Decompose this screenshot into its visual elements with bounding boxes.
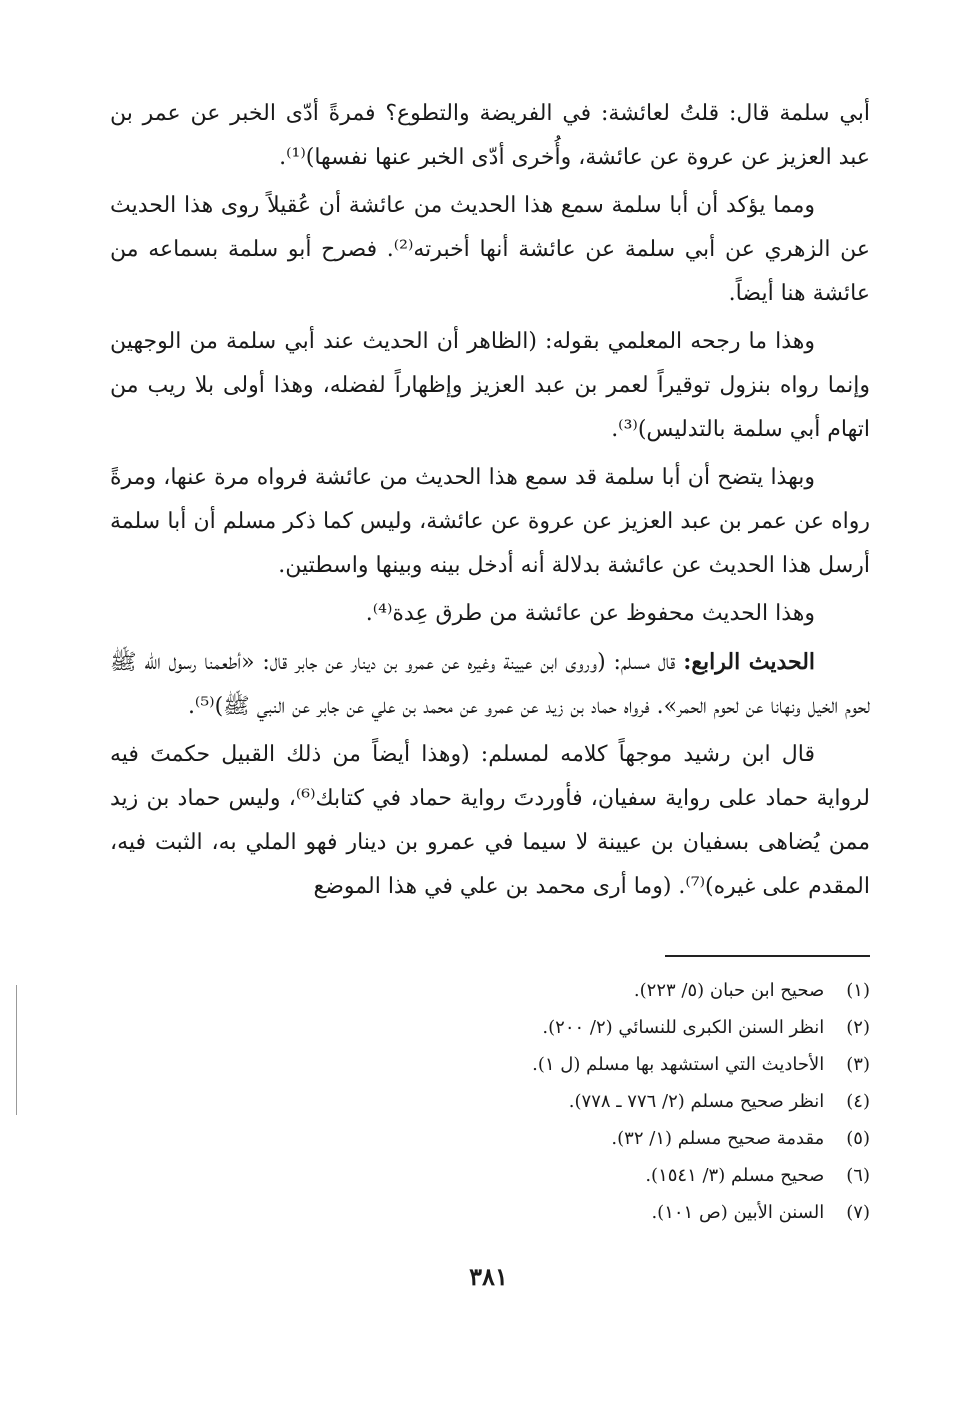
footnote-number: (٦)	[846, 1165, 870, 1186]
footnote-text: انظر صحيح مسلم (٢/ ٧٧٦ ـ ٧٧٨).	[568, 1091, 825, 1112]
paragraph-3: وهذا ما رجحه المعلمي بقوله: (الظاهر أن الحديث عند أبي سلمة من الوجهين وإنما رواه بنزول توقيراً لعمر بن عبد العزيز وإظهاراً لفضله، وهذا أولى بلا ريب من اتهام أبي سلمة بالتدليس)⁽³⁾.	[110, 329, 870, 442]
page-number: ٣٨١	[469, 1262, 508, 1291]
footnote-text: مقدمة صحيح مسلم (١/ ٣٢).	[611, 1128, 825, 1149]
footnote-number: (١)	[846, 980, 870, 1001]
paragraph-1: أبي سلمة قال: قلتُ لعائشة: في الفريضة والتطوع؟ فمرةً أدّى الخبر عن عمر بن عبد العزيز عن عروة عن عائشة، وأُخرى أدّى الخبر عنها نفسها)⁽¹⁾.	[110, 101, 870, 170]
footnote-item	[110, 972, 870, 1009]
main-text	[110, 92, 870, 913]
footnote-number: (٥)	[846, 1128, 870, 1149]
section-heading: الحديث الرابع:	[683, 649, 816, 675]
footnote-text: صحيح مسلم (٣/ ١٥٤١).	[645, 1165, 825, 1186]
footnote-item	[110, 1120, 870, 1157]
footnote-number: (٣)	[846, 1054, 870, 1075]
footnote-number: (٢)	[846, 1017, 870, 1038]
footnote-item	[110, 1083, 870, 1120]
footnote-item	[110, 1194, 870, 1231]
footnote-text: السنن الأبين (ص ١٠١).	[651, 1202, 825, 1223]
footnotes-list	[110, 972, 870, 1231]
hadith-paragraph	[110, 640, 870, 729]
footnote-number: (٤)	[846, 1091, 870, 1112]
paragraph-6: قال ابن رشيد موجهاً كلامه لمسلم: (وهذا أيضاً من ذلك القبيل حكمتَ فيه لرواية حماد على رواية سفيان، فأوردتَ رواية حماد في كتابك⁽⁶⁾، وليس حماد بن زيد ممن يُضاهى بسفيان بن عيينة لا سيما في عمرو بن دينار فهو الملي به، الثبت فيه، المقدم على غيره)⁽⁷⁾. (وما أرى محمد بن علي في هذا الموضع	[110, 742, 870, 899]
scan-margin-line	[16, 985, 17, 1115]
paragraph-2: ومما يؤكد أن أبا سلمة سمع هذا الحديث من عائشة أن عُقيلاً روى هذا الحديث عن الزهري عن أبي سلمة عن عائشة أنها أخبرته⁽²⁾. فصرح أبو سلمة بسماعه من عائشة هنا أيضاً.	[110, 193, 870, 306]
footnote-text: انظر السنن الكبرى للنسائي (٢/ ٢٠٠).	[542, 1017, 825, 1038]
footnote-text: الأحاديث التي استشهد بها مسلم (ل ١).	[532, 1054, 825, 1075]
footnote-item	[110, 1009, 870, 1046]
footnote-number: (٧)	[846, 1202, 870, 1223]
footnote-item	[110, 1157, 870, 1194]
footnote-separator	[665, 955, 870, 957]
hadith-text: قال مسلم: (وروى ابن عيينة وغيره عن عمرو بن دينار عن جابر قال: «أطعمنا رسول الله ﷺ لحوم الخيل ونهانا عن لحوم الحمر». فرواه حماد بن زيد عن عمرو عن محمد بن علي عن جابر عن النبي ﷺ)⁽⁵⁾.	[110, 650, 870, 719]
paragraph-4: وبهذا يتضح أن أبا سلمة قد سمع هذا الحديث من عائشة فرواه مرة عنها، ومرةً رواه عن عمر بن عبد العزيز عن عروة عن عائشة، وليس كما ذكر مسلم أن أبا سلمة أرسل هذا الحديث عن عائشة بدلالة أنه أدخل بينه وبينها واسطتين.	[110, 465, 870, 578]
footnote-item	[110, 1046, 870, 1083]
footnote-text: صحيح ابن حبان (٥/ ٢٢٣).	[633, 980, 825, 1001]
paragraph-5: وهذا الحديث محفوظ عن عائشة من طرق عِدة⁽⁴⁾.	[365, 601, 815, 626]
